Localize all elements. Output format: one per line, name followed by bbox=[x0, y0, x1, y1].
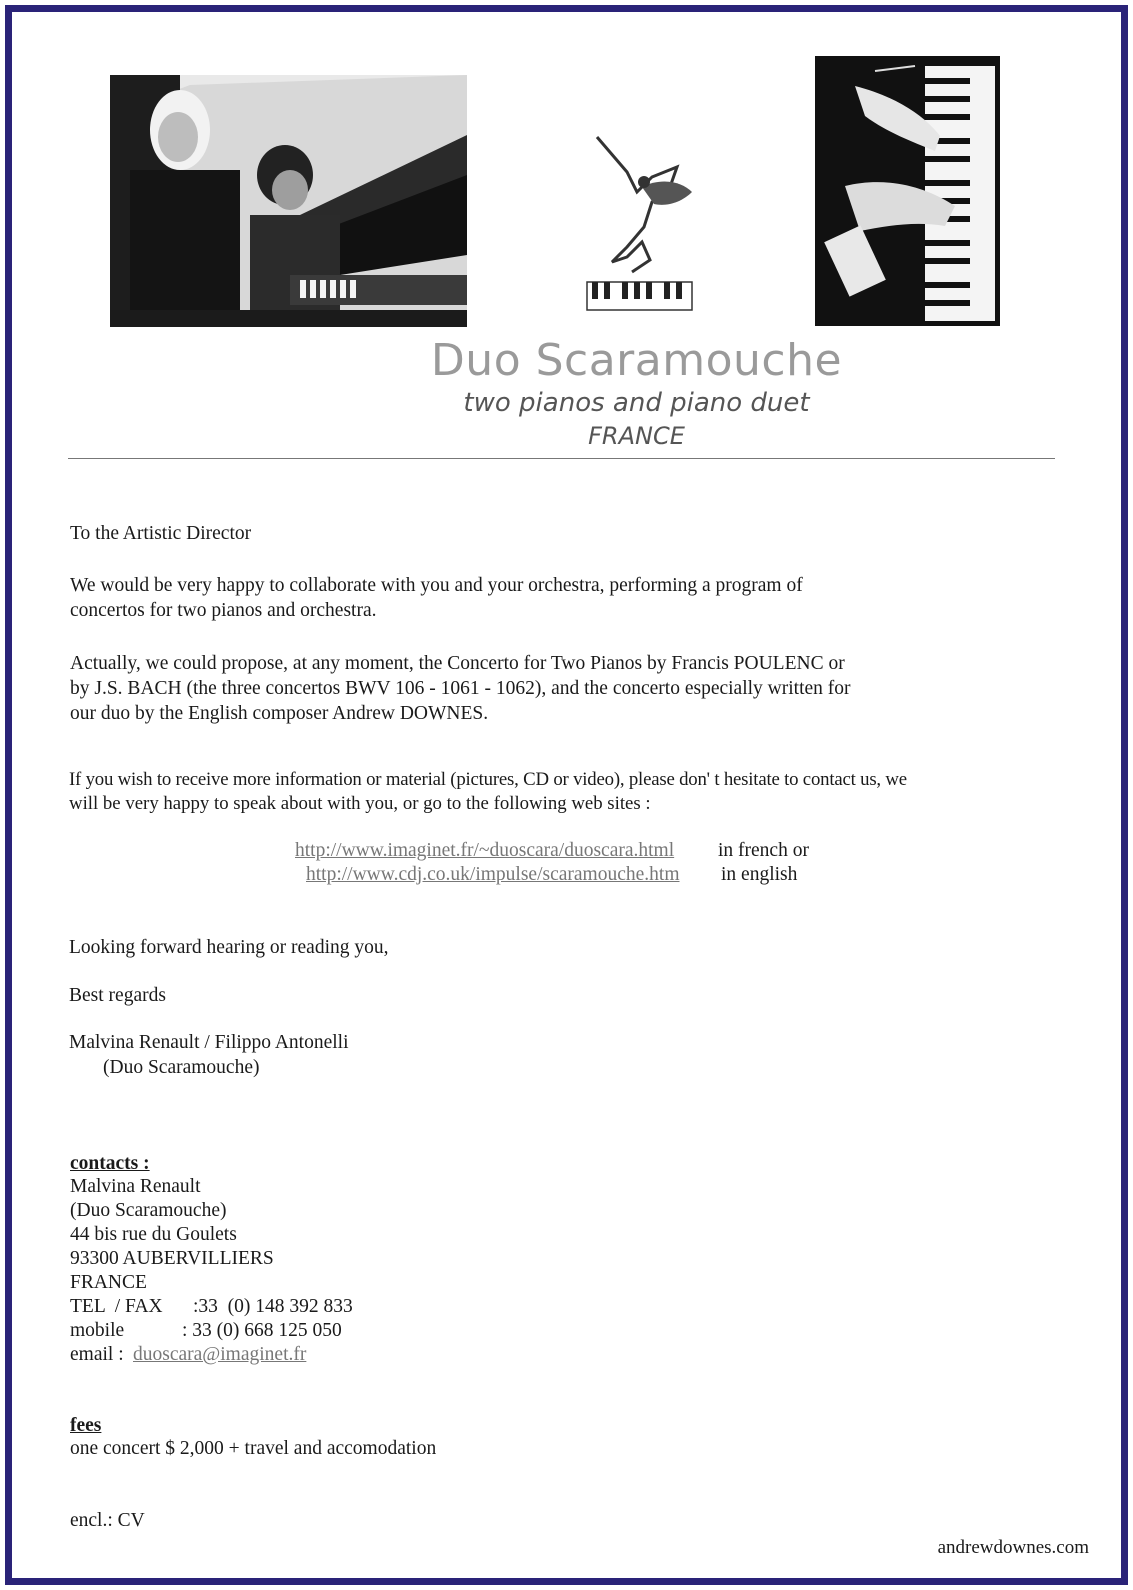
hands-on-keys-photo bbox=[815, 56, 1000, 326]
paragraph-3-line-1: If you wish to receive more information or material (pictures, CD or video), please don' t hesitate to contact us, we bbox=[69, 769, 907, 790]
contact-tel-value: :33 (0) 148 392 833 bbox=[193, 1296, 353, 1317]
duo-photo bbox=[110, 75, 467, 327]
contact-name: Malvina Renault bbox=[70, 1176, 201, 1197]
contact-tel-label: TEL / FAX bbox=[70, 1296, 163, 1317]
ensemble-country: FRANCE bbox=[588, 422, 685, 450]
paragraph-3-line-2: will be very happy to speak about with you, or go to the following web sites : bbox=[69, 793, 651, 814]
enclosure-note: encl.: CV bbox=[70, 1510, 145, 1531]
contact-email-label: email : bbox=[70, 1344, 124, 1365]
header-divider bbox=[68, 458, 1055, 459]
closing-line: Looking forward hearing or reading you, bbox=[69, 937, 389, 958]
paragraph-2-line-2: by J.S. BACH (the three concertos BWV 106 - 1061 - 1062), and the concerto especially written for bbox=[70, 678, 851, 699]
paragraph-2-line-3: our duo by the English composer Andrew DOWNES. bbox=[70, 703, 489, 724]
fees-heading: fees bbox=[70, 1415, 102, 1436]
contacts-heading: contacts : bbox=[70, 1153, 150, 1174]
contact-mobile-value: : 33 (0) 668 125 050 bbox=[182, 1320, 342, 1341]
contact-mobile-label: mobile bbox=[70, 1320, 125, 1341]
website-link-french-note: in french or bbox=[718, 840, 809, 861]
contact-street: 44 bis rue du Goulets bbox=[70, 1224, 237, 1245]
paragraph-1-line-1: We would be very happy to collaborate with you and your orchestra, performing a program of bbox=[70, 575, 803, 596]
contact-organization: (Duo Scaramouche) bbox=[70, 1200, 227, 1221]
regards-line: Best regards bbox=[69, 985, 166, 1006]
scaramouche-logo bbox=[582, 132, 702, 312]
ensemble-subtitle: two pianos and piano duet bbox=[463, 388, 810, 418]
website-link-english-note: in english bbox=[721, 864, 798, 885]
signature-ensemble: (Duo Scaramouche) bbox=[103, 1057, 260, 1078]
paragraph-1-line-2: concertos for two pianos and orchestra. bbox=[70, 600, 377, 621]
ensemble-title: Duo Scaramouche bbox=[430, 335, 843, 386]
contact-email-link[interactable]: duoscara@imaginet.fr bbox=[133, 1344, 307, 1365]
signature-names: Malvina Renault / Filippo Antonelli bbox=[69, 1032, 349, 1053]
contact-country: FRANCE bbox=[70, 1272, 147, 1293]
paragraph-2-line-1: Actually, we could propose, at any moment, the Concerto for Two Pianos by Francis POULENC or bbox=[70, 653, 845, 674]
footer-site: andrewdownes.com bbox=[937, 1537, 1089, 1558]
contact-city: 93300 AUBERVILLIERS bbox=[70, 1248, 274, 1269]
fees-line: one concert $ 2,000 + travel and accomodation bbox=[70, 1438, 437, 1459]
website-link-french[interactable]: http://www.imaginet.fr/~duoscara/duoscara.html bbox=[295, 840, 675, 861]
website-link-english[interactable]: http://www.cdj.co.uk/impulse/scaramouche.htm bbox=[306, 864, 680, 885]
salutation: To the Artistic Director bbox=[70, 523, 252, 544]
